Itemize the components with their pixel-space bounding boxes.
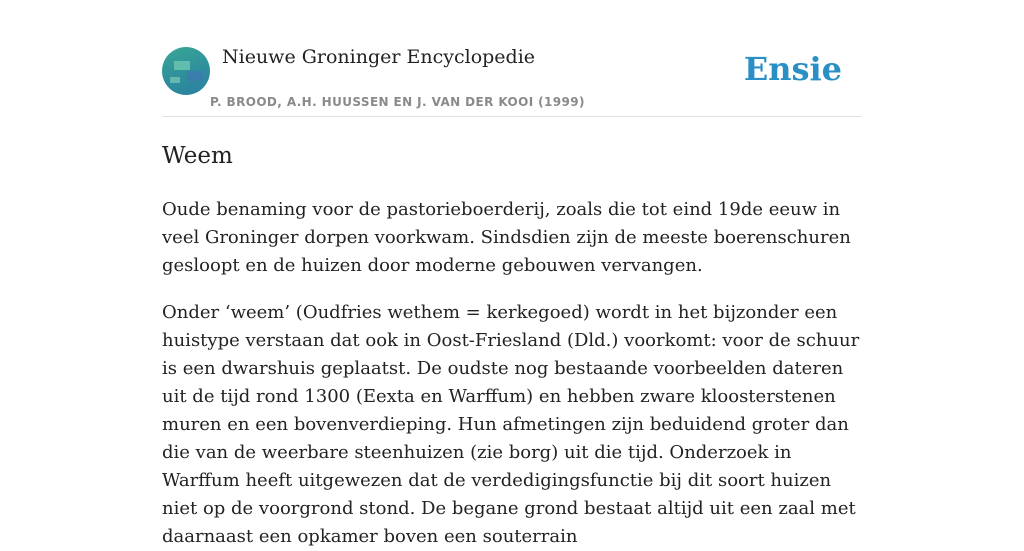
- cover-graphic: [170, 77, 180, 83]
- cover-graphic: [187, 71, 203, 81]
- ensie-logo-link[interactable]: Ensie: [743, 50, 842, 88]
- page-container: [162, 0, 862, 551]
- header: [162, 0, 862, 117]
- book-authors: P. BROOD, A.H. HUUSSEN EN J. VAN DER KOOI (1999): [210, 95, 585, 109]
- entry-paragraph: Onder ‘weem’ (Oudfries wethem = kerkegoed) wordt in het bijzonder een huistype verstaan dat ook in Oost-Friesland (Dld.) voorkomt: voor de schuur is een dwarshuis geplaatst. De oudste nog bestaande voorbeelden dateren uit de tijd rond 1300 (Eexta en Warffum) en hebben zware kloosterstenen muren en een bovenverdieping. Hun afmetingen zijn beduidend groter dan die van de weerbare steenhuizen (zie borg) uit die tijd. Onderzoek in Warffum heeft uitgewezen dat de verdedigingsfunctie bij dit soort huizen niet op de voorgrond stond. De begane grond bestaat altijd uit een zaal met daarnaast een opkamer boven een souterrain: [162, 302, 860, 547]
- cover-graphic: [174, 61, 190, 70]
- entry-paragraph: Oude benaming voor de pastorieboerderij, zoals die tot eind 19de eeuw in veel Groninger dorpen voorkwam. Sindsdien zijn de meeste boerenschuren gesloopt en de huizen door moderne gebouwen vervangen.: [162, 199, 851, 276]
- entry-title: Weem: [162, 143, 233, 169]
- book-cover-thumbnail[interactable]: [162, 47, 210, 95]
- book-title[interactable]: Nieuwe Groninger Encyclopedie: [222, 46, 536, 68]
